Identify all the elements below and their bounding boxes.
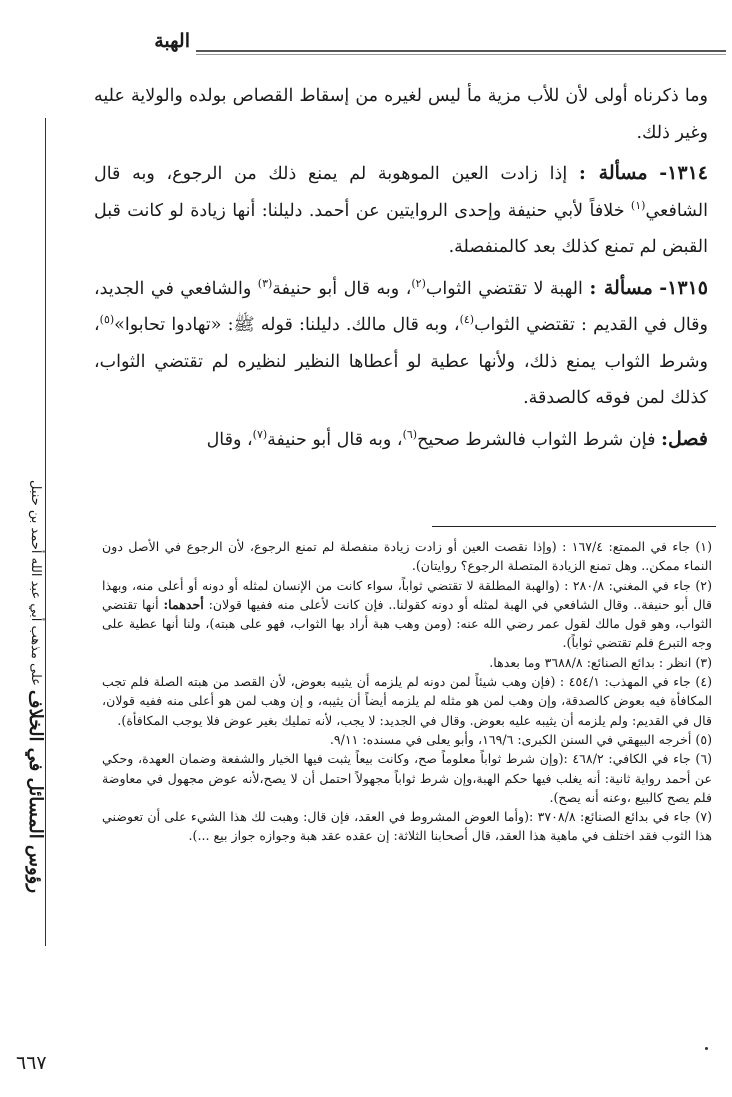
page-number: ٦٦٧ — [16, 1052, 47, 1074]
footnote-7: (٧) جاء في بدائع الصنائع: ٣٧٠٨/٨ :(وأما العوض المشروط في العقد، فإن قال: وهبت لك هذا الشيء على أن تعوضني هذا الثوب فقد اختلف في ماهية هذا العقد، قال أصحابنا الثلاثة: إن عقده عقد هبة وجوازه جواز بيع ...). — [102, 809, 712, 844]
main-text — [94, 78, 708, 462]
footnote-ref-5: (٥) — [99, 313, 115, 327]
footnote-ref-6: (٦) — [402, 427, 418, 441]
header-rule-thin — [196, 54, 726, 55]
section-label: فصل: — [661, 427, 708, 450]
issue-1315 — [94, 270, 708, 417]
spine-book-title — [26, 480, 76, 1000]
footnote-3: (٣) انظر : بدائع الصنائع: ٣٦٨٨/٨ وما بعدها. — [489, 654, 712, 670]
footnote-6: (٦) جاء في الكافي: ٤٦٨/٢ :(وإن شرط ثواباً معلوماً صح، وكانت بيعاً يثبت فيها الخيار والشفعة وضمان العهدة، وحكي عن أحمد رواية ثانية: أنه يغلب فيها حكم الهبة،وإن شرط ثواباً مجهولاً احتمل أن لا يصح،لأنه عوض مجهول في معاوضة فلم يصح كالبيع ،وعنه أنه يصح). — [102, 751, 712, 805]
footnote-ref-4: (٤) — [459, 313, 475, 327]
header-rule — [196, 50, 726, 52]
issue-1314 — [94, 155, 708, 266]
section-text: ، وقال — [206, 429, 253, 450]
footnote-text: (٢) جاء في المغني: ٢٨٠/٨ : (والهبة المطلقة لا تقتضي ثواباً، سواء كانت من الإنسان لمثله أو دونه أو أعلى منه، وبهذا قال أبو حنيفة.. وقال الشافعي في الهبة لمثله أو دونه كقولنا.. فإن كانت لأعلى منه ففيها قولان: — [102, 577, 713, 612]
section-fasl — [94, 421, 708, 459]
issue-label: مسألة : — [589, 276, 653, 299]
issue-text: خلافاً لأبي حنيفة وإحدى الروايتين عن أحمد. دليلنا: أنها زيادة لو كانت قبل القبض لم تمنع كذلك بعد كالمنفصلة. — [94, 200, 708, 257]
issue-label: مسألة : — [578, 162, 648, 184]
footnote-2 — [102, 576, 712, 653]
book-title: رؤوس المسائل في الخلاف — [25, 690, 46, 894]
issue-text: ، وبه قال أبو حنيفة — [272, 278, 412, 299]
issue-text: ، وشرط الثواب يمنع ذلك، ولأنها عطية لو أعطاها النظير لنظيره لم تقتضي الثواب، كذلك لمن فوقه كالصدقة. — [94, 315, 708, 408]
footnote-text: أنها تقتضي الثواب، وهو قول مالك لقول عمر رضي الله عنه: (ومن وهب هبة أراد بها الثواب، فهو على هبته)، ولنا أنها عطية على وجه التبرع فلم تقتضي ثواباً). — [102, 596, 712, 651]
footnote-ref-2: (٢) — [411, 276, 426, 290]
section-text: ، وبه قال أبو حنيفة — [267, 429, 403, 450]
issue-text: الهبة لا تقتضي الثواب — [425, 278, 583, 299]
footnote-4: (٤) جاء في المهذب: ٤٥٤/١ : (فإن وهب شيئاً لمن دونه لم يلزمه أن يثيبه بعوض، لأن القصد من هبته الصلة فلم تجب المكافأة فيه بعوض كالصدقة، وإن وهب لمن هو مثله لم يلزمه أيضاً أن يثيبه، و إن وهب لمن هو أعلى منه ففيه قولان، قال في القديم: ولم يلزمه أن يثيبه عليه بعوض. وقال في الجديد: لا يجب، لأنه تمليك بغير عوض فلا يوجب المكافأة). — [102, 674, 712, 728]
issue-number: ١٣١٥- — [659, 276, 708, 299]
issue-text: ، وبه قال مالك. دليلنا: قوله ﷺ: «تهادوا تحابوا» — [114, 315, 460, 335]
issue-number: ١٣١٤- — [659, 162, 708, 184]
footnote-5: (٥) أخرجه البيهقي في السنن الكبرى: ١٦٩/٦، وأبو يعلى في مسنده: ٩/١١. — [329, 731, 712, 747]
footnote-ref-3: (٣) — [257, 276, 273, 290]
book-subtitle: على مذهب أبي عبد الله أحمد بن حنبل — [28, 480, 43, 686]
section-text: فإن شرط الثواب فالشرط صحيح — [417, 429, 656, 450]
issue-text: إذا زادت العين الموهوبة لم يمنع ذلك من الرجوع، وبه قال الشافعي — [94, 164, 708, 221]
footnote-bold-term: أحدهما: — [163, 596, 204, 612]
issue-text: والشافعي في الجديد، وقال في القديم : تقتضي الثواب — [94, 278, 708, 335]
print-mark — [705, 1047, 708, 1050]
paragraph-continuation: وما ذكرناه أولى لأن للأب مزية مأ ليس لغيره من إسقاط القصاص بولده والولاية عليه وغير ذلك. — [94, 86, 708, 143]
footnote-separator — [432, 526, 716, 527]
footnote-ref-1: (١) — [630, 198, 646, 212]
footnote-ref-7: (٧) — [252, 427, 268, 441]
running-header-title: الهبة — [154, 30, 190, 52]
footnotes — [102, 537, 712, 846]
footnote-1: (١) جاء في الممتع: ١٦٧/٤ : (وإذا نقصت العين أو زادت زيادة منفصلة لم تمنع الرجوع، لأن الرجوع في الأصل دون النماء ممكن.. وهل تمنع الزيادة المتصلة الرجوع؟ روايتان). — [102, 539, 712, 574]
